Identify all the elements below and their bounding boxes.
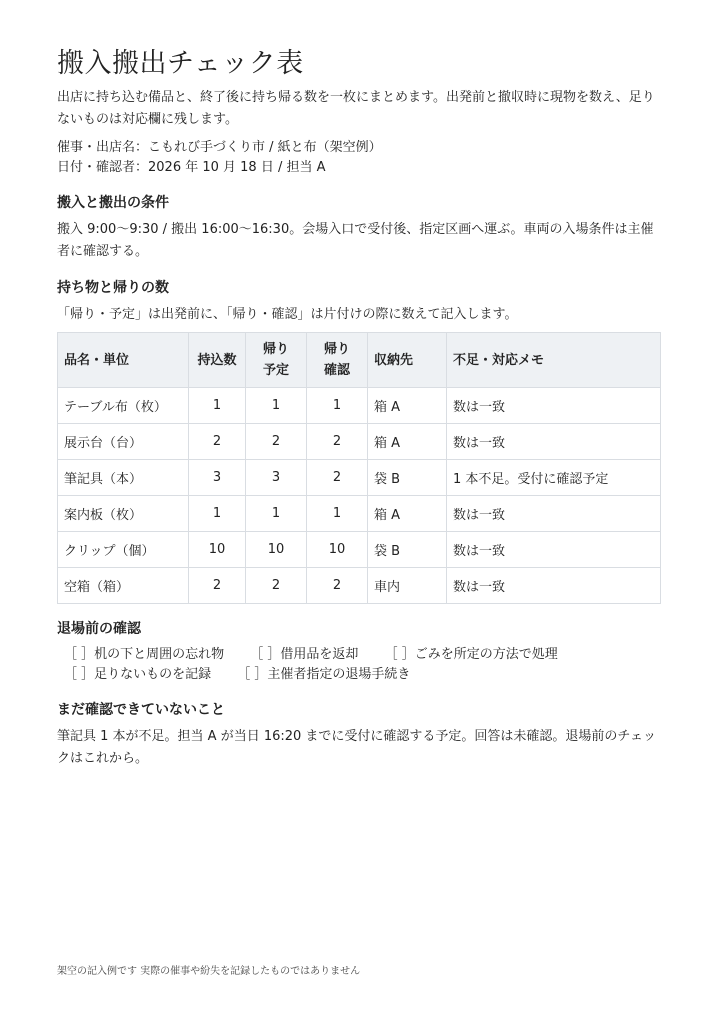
section-heading-pending: まだ確認できていないこと <box>57 702 225 718</box>
table-row <box>58 460 661 496</box>
cell-carry-in: 2 <box>189 424 246 460</box>
cell-storage: 箱 A <box>368 388 447 424</box>
cell-carry-in: 3 <box>189 460 246 496</box>
cell-storage: 箱 A <box>368 424 447 460</box>
cell-return-confirmed: 1 <box>307 496 368 532</box>
cell-item: クリップ（個） <box>58 532 189 568</box>
cell-return-confirmed: 2 <box>307 568 368 604</box>
cell-memo: 数は一致 <box>447 496 661 532</box>
checklist-row <box>57 645 663 665</box>
checklist-item: ［ ］ごみを所定の方法で処理 <box>384 647 558 662</box>
items-table <box>57 332 661 604</box>
conditions-text: 搬入 9:00〜9:30 / 搬出 16:00〜16:30。会場入口で受付後、指定区画へ運ぶ。車両の入場条件は主催者に確認する。 <box>57 222 654 259</box>
cell-memo: 数は一致 <box>447 532 661 568</box>
cell-return-confirmed: 2 <box>307 424 368 460</box>
checklist-item: ［ ］机の下と周囲の忘れ物 <box>64 647 225 662</box>
col-header-storage: 収納先 <box>368 333 447 388</box>
cell-memo: 数は一致 <box>447 568 661 604</box>
cell-return-planned: 2 <box>246 568 307 604</box>
items-note: 「帰り・予定」は出発前に、「帰り・確認」は片付けの際に数えて記入します。 <box>57 307 518 322</box>
section-heading-conditions: 搬入と搬出の条件 <box>57 195 169 211</box>
intro-text: 出店に持ち込む備品と、終了後に持ち帰る数を一枚にまとめます。出発前と撤収時に現物を数え、足りないものは対応欄に残します。 <box>57 90 655 127</box>
event-name: 催事・出店名：こもれび手づくり市 / 紙と布（架空例） <box>57 140 382 155</box>
pending-text: 筆記具 1 本が不足。担当 A が当日 16:20 までに受付に確認する予定。回答は未確認。退場前のチェックはこれから。 <box>57 729 657 766</box>
cell-storage: 袋 B <box>368 532 447 568</box>
cell-memo: 数は一致 <box>447 424 661 460</box>
cell-memo: 1 本不足。受付に確認予定 <box>447 460 661 496</box>
cell-return-planned: 2 <box>246 424 307 460</box>
col-header-carry-in: 持込数 <box>189 333 246 388</box>
cell-return-planned: 10 <box>246 532 307 568</box>
checklist-item: ［ ］借用品を返却 <box>250 647 359 662</box>
col-header-item: 品名・単位 <box>58 333 189 388</box>
table-row <box>58 496 661 532</box>
page-title: 搬入搬出チェック表 <box>57 48 304 79</box>
cell-memo: 数は一致 <box>447 388 661 424</box>
cell-carry-in: 2 <box>189 568 246 604</box>
table-row <box>58 532 661 568</box>
cell-return-planned: 3 <box>246 460 307 496</box>
cell-carry-in: 10 <box>189 532 246 568</box>
table-row <box>58 568 661 604</box>
cell-item: 展示台（台） <box>58 424 189 460</box>
cell-return-planned: 1 <box>246 496 307 532</box>
checklist-row <box>57 665 663 685</box>
cell-return-confirmed: 1 <box>307 388 368 424</box>
cell-carry-in: 1 <box>189 496 246 532</box>
cell-storage: 袋 B <box>368 460 447 496</box>
date-checker: 日付・確認者：2026 年 10 月 18 日 / 担当 A <box>57 160 326 175</box>
cell-return-confirmed: 2 <box>307 460 368 496</box>
cell-return-confirmed: 10 <box>307 532 368 568</box>
checklist-item: ［ ］主催者指定の退場手続き <box>237 667 411 682</box>
col-header-return-confirmed: 帰り 確認 <box>307 333 368 388</box>
checklist-item: ［ ］足りないものを記録 <box>64 667 212 682</box>
cell-item: 筆記具（本） <box>58 460 189 496</box>
cell-item: 案内板（枚） <box>58 496 189 532</box>
event-meta <box>57 138 663 178</box>
table-row <box>58 388 661 424</box>
document-page <box>57 44 663 770</box>
col-header-return-planned: 帰り 予定 <box>246 333 307 388</box>
col-header-memo: 不足・対応メモ <box>447 333 661 388</box>
cell-storage: 箱 A <box>368 496 447 532</box>
footer-disclaimer: 架空の記入例です 実際の催事や紛失を記録したものではありません <box>57 966 361 977</box>
section-heading-items: 持ち物と帰りの数 <box>57 280 169 296</box>
cell-item: 空箱（箱） <box>58 568 189 604</box>
cell-return-planned: 1 <box>246 388 307 424</box>
cell-item: テーブル布（枚） <box>58 388 189 424</box>
cell-storage: 車内 <box>368 568 447 604</box>
table-row <box>58 424 661 460</box>
cell-carry-in: 1 <box>189 388 246 424</box>
section-heading-before-leave: 退場前の確認 <box>57 621 141 637</box>
table-header-row <box>58 333 661 388</box>
